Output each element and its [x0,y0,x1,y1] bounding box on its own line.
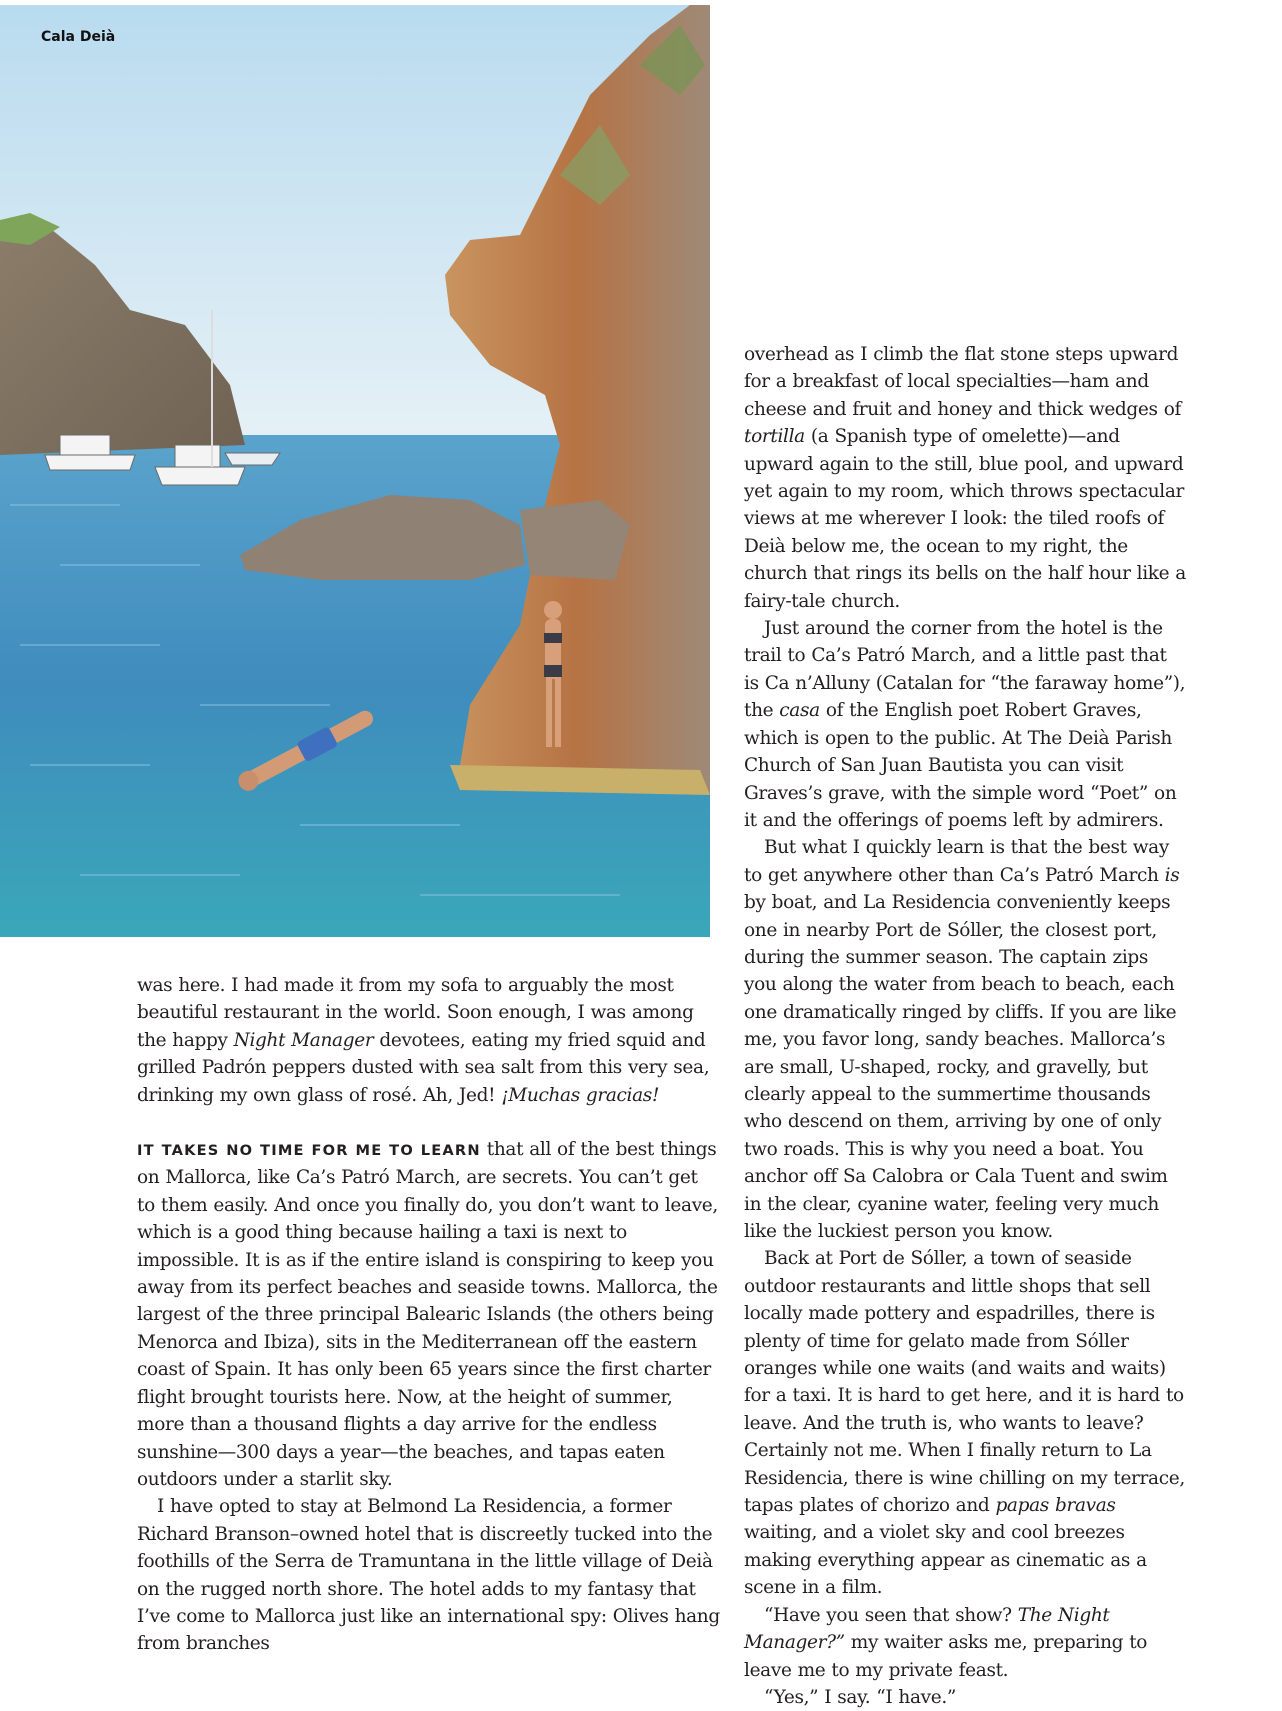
left-paragraph-2 [137,1136,721,1493]
section-leadin: IT TAKES NO TIME FOR ME TO LEARN [137,1142,481,1160]
text-run: “Have you seen that show? [764,1604,1018,1626]
photo-illustration [0,5,710,937]
right-paragraph-3 [744,834,1186,1245]
text-run: But what I quickly learn is that the best way to get anywhere other than Ca’s Patró March [744,837,1169,886]
text-run: waiting, and a violet sky and cool breezes making everything appear as cinematic as a scene in a film. [744,1522,1147,1599]
left-paragraph-3: I have opted to stay at Belmond La Residencia, a former Richard Branson–owned hotel that is discreetly tucked into the foothills of the Serra de Tramuntana in the little village of Deià on the rugged north shore. The hotel adds to my fantasy that I’ve come to Mallorca just like an international spy: Olives hang from branches [137,1496,720,1655]
left-paragraph-2-body: that all of the best things on Mallorca, like Ca’s Patró March, are secrets. You can’t get to them easily. And once you finally do, you don’t want to leave, which is a good thing because hailing a taxi is next to impossible. It is as if the entire island is conspiring to keep you away from its perfect beaches and seaside towns. Mallorca, the largest of the three principal Balearic Islands (the others being Menorca and Ibiza), sits in the Mediterranean off the eastern coast of Spain. It has only been 65 years since the first charter flight brought tourists here. Now, at the height of summer, more than a thousand flights a day arrive for the endless sunshine—300 days a year—the beaches, and tapas eaten outdoors under a starlit sky. [137,1139,718,1490]
cliff-diving-photo [0,5,710,937]
left-paragraph-1 [137,972,721,1109]
text-run: Back at Port de Sóller, a town of seaside outdoor restaurants and little shops that sell locally made pottery and espadrilles, there is plenty of time for gelato made from Sóller oranges while one waits (and waits and waits) for a taxi. It is hard to get here, and it is hard to leave. And the truth is, who wants to leave? Certainly not me. When I finally return to La Residencia, there is wine chilling on my terrace, tapas plates of chorizo and [744,1248,1185,1517]
text-run: “Yes,” I say. “I have.” [764,1686,956,1708]
text-run: Just around the corner from the hotel is the trail to Ca’s Patró March, and a little past that is Ca n’Alluny (Catalan for “the faraway home”), the [744,618,1186,722]
text-run: (a Spanish type of omelette)—and upward again to the still, blue pool, and upward yet again to my room, which throws spectacular views at me wherever I look: the tiled roofs of Deià below me, the ocean to my right, the church that rings its bells on the half hour like a fairy-tale church. [744,426,1186,612]
italic-text: is [1164,864,1180,886]
right-paragraph-6 [744,1684,1186,1711]
left-column [137,972,721,1658]
italic-text: casa [779,700,820,722]
italic-text: The Night Manager?” [744,1604,1110,1654]
right-paragraph-5 [744,1602,1186,1684]
right-paragraph-4 [744,1245,1186,1601]
italic-text: Night Manager [233,1029,374,1051]
photo-caption: Cala Deià [41,29,116,45]
italic-text: ¡Muchas gracias! [501,1084,660,1106]
text-run: of the English poet Robert Graves, which is open to the public. At The Deià Parish Church of San Juan Bautista you can visit Graves’s grave, with the simple word “Poet” on it and the offerings of poems left by admirers. [744,700,1177,831]
text-run: overhead as I climb the flat stone steps upward for a breakfast of local specialties—ham and cheese and fruit and honey and thick wedges of [744,344,1181,420]
text-run: devotees, eating my fried squid and grilled Padrón peppers dusted with sea salt from this very sea, drinking my own glass of rosé. Ah, Jed! [137,1029,710,1106]
text-run: my waiter asks me, preparing to leave me to my private feast. [744,1632,1148,1681]
text-run: was here. I had made it from my sofa to arguably the most beautiful restaurant in the world. Soon enough, I was among the happy [137,975,694,1051]
right-paragraph-2 [744,615,1186,834]
italic-text: papas bravas [995,1495,1116,1517]
italic-text: tortilla [744,426,805,448]
right-paragraph-1 [744,341,1186,615]
right-column [744,341,1186,1711]
text-run: by boat, and La Residencia conveniently keeps one in nearby Port de Sóller, the closest port, during the summer season. The captain zips you along the water from beach to beach, each one dramatically ringed by cliffs. If you are like me, you favor long, sandy beaches. Mallorca’s are small, U-shaped, rocky, and gravelly, but clearly appeal to the summertime thousands who descend on them, arriving by one of only two roads. This is why you need a boat. You anchor off Sa Calobra or Cala Tuent and swim in the clear, cyanine water, feeling very much like the luckiest person you know. [744,892,1177,1242]
